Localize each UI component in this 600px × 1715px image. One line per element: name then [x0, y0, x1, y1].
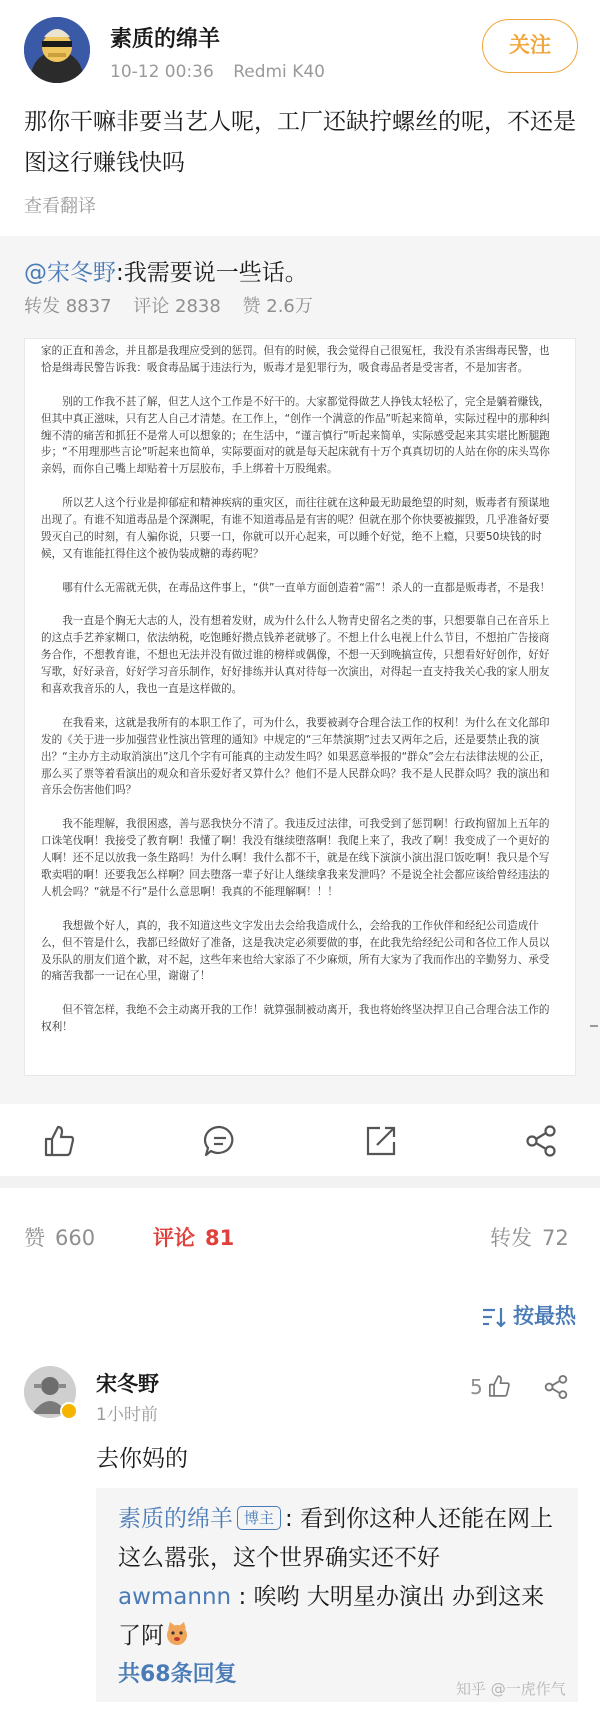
cat-face-emoji-icon: [164, 1621, 190, 1647]
comment-icon[interactable]: [203, 1124, 237, 1158]
comment-item: [0, 1360, 600, 1715]
comment-like-button[interactable]: [470, 1374, 511, 1399]
watermark-text: 知乎 @一虎作气: [456, 1680, 566, 1698]
sort-icon: [481, 1306, 507, 1328]
replies-box[interactable]: [96, 1488, 578, 1702]
reply-author[interactable]: awmannn: [118, 1584, 232, 1610]
reply-author[interactable]: 素质的绵羊: [118, 1506, 233, 1532]
tab-reposts[interactable]: [490, 1222, 569, 1252]
quoted-post-stats: [24, 292, 313, 318]
article-paragraph: 家的正直和善念，并且都是我理应受到的惩罚。但有的时候，我会觉得自己很冤枉，我没有杀害缉毒民警，也恰是缉毒民警告诉我：吸食毒品属于违法行为，贩毒才是犯罪行为，吸食毒品者是受害者，不是加害者。: [41, 345, 550, 374]
counts-tabs: [0, 1188, 600, 1298]
quoted-author-mention[interactable]: @宋冬野: [24, 260, 116, 286]
reply-text: : 唉哟 大明星办演出 办到这来了阿: [118, 1584, 545, 1649]
share-icon[interactable]: [524, 1124, 558, 1158]
verified-badge-icon: [60, 1402, 78, 1420]
reply-item: [118, 1578, 566, 1656]
avatar-image: [24, 17, 90, 83]
article-screenshot[interactable]: [24, 338, 576, 1076]
tab-comments-count: 81: [205, 1226, 235, 1250]
comment-like-icon: [487, 1374, 511, 1398]
comment-text: 去你妈的: [96, 1446, 188, 1472]
author-name[interactable]: 素质的绵羊: [110, 27, 221, 52]
quoted-post-title: [24, 254, 308, 287]
follow-button[interactable]: 关注: [482, 19, 578, 73]
post-device: Redmi K40: [233, 62, 325, 82]
comment-share-icon[interactable]: [543, 1374, 569, 1400]
article-paragraph: 在我看来，这就是我所有的本职工作了，可为什么，我要被剥夺合理合法工作的权利！为什么在文化部印发的《关于进一步加强营业性演出管理的通知》中规定的“三年禁演期”过去又两年之后，还是要禁止我的演出？“主办方主动取消演出”这几个字有可能真的主动发生吗？如果恶意举报的“群众”会左右法律法规的公正，那么买了票等着看演出的观众和音乐爱好者又算什么？他们不是人民群众吗？我不是人民群众吗？我的演出和音乐会伤害他们吗？: [41, 716, 551, 797]
author-avatar[interactable]: [24, 17, 90, 83]
article-paragraph: 但不管怎样，我绝不会主动离开我的工作！就算强制被动离开，我也将始终坚决捍卫自己合理合法工作的权利！: [41, 1004, 550, 1034]
sort-toggle[interactable]: [481, 1300, 576, 1330]
action-bar: [0, 1104, 600, 1176]
article-paragraph: 我不能理解，我很困惑，善与恶我快分不清了。我违反过法律，可我受到了惩罚啊！行政拘留加上五年的口诛笔伐啊！我接受了教育啊！我懂了啊！我没有继续堕落啊！我爬上来了，我改了啊！我变成了一个更好的人啊！还不足以放我一条生路吗！为什么啊！我什么都不干，就是在线下演演小演出混口饭吃啊！我只是个写歌卖唱的啊！还要我怎么样啊？回去堕落一辈子好让人继续拿我来发泄吗？不是说全社会都应该给曾经违法的人机会吗？“就是不行”是什么意思啊！我真的不能理解啊！！！: [41, 818, 550, 898]
author-role-badge: 博主: [237, 1506, 281, 1530]
quoted-post-text: :我需要说一些话。: [116, 260, 308, 286]
article-paragraph: 哪有什么无需就无供，在毒品这件事上，“供”一直单方面创造着“需”！杀人的一直都是贩毒者，不是我！: [62, 581, 551, 594]
reply-text: : 看到你这种人还能在网上这么嚣张，这个世界确实还不好: [118, 1506, 554, 1571]
translate-link[interactable]: 查看翻译: [24, 196, 96, 217]
tab-comments[interactable]: [153, 1222, 234, 1252]
quoted-likes: 赞 2.6万: [242, 296, 313, 317]
quoted-reposts: 转发 8837: [24, 296, 112, 317]
quoted-comments: 评论 2838: [133, 296, 221, 317]
article-paragraph: 所以艺人这个行业是抑郁症和精神疾病的重灾区，而往往就在这种最无助最绝望的时刻，贩毒者有预谋地出现了。有谁不知道毒品是个深渊呢，有谁不知道毒品是有害的呢？但就在那个你快要被摧毁，几乎准备好要毁灭自己的时刻，有人骗你说，只要一口，你就可以开心起来，可以睡个好觉，绝不上瘾，只要50块钱的时候，又有谁能扛得住这个被伪装成糖的毒药呢？: [41, 497, 550, 560]
comment-time: 1小时前: [96, 1405, 158, 1425]
like-icon[interactable]: [42, 1124, 76, 1158]
comment-like-count: 5: [470, 1375, 483, 1399]
scroll-edge-mark: [590, 1025, 598, 1027]
tab-reposts-count: 72: [542, 1226, 569, 1250]
reply-item: [118, 1500, 566, 1578]
tab-likes-label: 赞: [24, 1226, 45, 1250]
article-paragraph: 我想做个好人，真的，我不知道这些文字发出去会给我造成什么，会给我的工作伙伴和经纪公司造成什么，但不管是什么，我都已经做好了准备，这是我决定必须要做的事，在此我先给经纪公司和各位工作人员以及乐队的朋友们道个歉，对不起，这些年来也给大家添了不少麻烦，所有大家为了我而作出的辛勤努力、承受的痛苦我都一一记在心里，谢谢了！: [41, 919, 550, 983]
repost-icon[interactable]: [364, 1124, 398, 1158]
tab-reposts-label: 转发: [490, 1226, 532, 1250]
quoted-post[interactable]: [0, 236, 600, 1104]
post-time: 10-12 00:36: [110, 62, 214, 82]
tab-likes[interactable]: [24, 1222, 95, 1252]
post-meta: [110, 62, 325, 82]
tab-likes-count: 660: [55, 1226, 96, 1250]
post-header: [0, 0, 600, 96]
post-text: 那你干嘛非要当艺人呢，工厂还缺拧螺丝的呢，不还是图这行赚钱快吗: [24, 109, 576, 176]
sort-label: 按最热: [513, 1304, 576, 1328]
section-divider: [0, 1176, 600, 1188]
tab-comments-label: 评论: [153, 1226, 195, 1250]
commenter-name[interactable]: 宋冬野: [96, 1372, 159, 1396]
article-paragraph: 我一直是个胸无大志的人，没有想着发财，成为什么什么人物青史留名之类的事，只想要靠自己在音乐上的这点手艺养家糊口，依法纳税，吃饱睡好攒点钱养老就够了。不想上什么电视上什么节目，不想拍广告接商务合作，不想教育谁，不想也无法并没有做过谁的榜样或偶像，不想一天到晚搞宣传，只想看好好创作，好好写歌，好好录音，好好学习音乐制作，好好排练并认真对待每一次演出，对得起一直支持我关心我的家人朋友和喜欢我音乐的人，我也一直是这样做的。: [41, 615, 550, 696]
view-all-replies-link[interactable]: 共68条回复: [118, 1662, 237, 1687]
article-paragraph: 别的工作我不甚了解，但艺人这个工作是不好干的。大家都觉得做艺人挣钱太轻松了，完全是躺着赚钱，但其中真正滋味，只有艺人自己才清楚。在工作上，“创作一个满意的作品”听起来简单，实际过程中的那种纠缠不清的痛苦和抓狂不是常人可以想象的；在生活中，“谨言慎行”听起来简单，实际感受起来其实堪比断腿跑步；“不用理那些言论”听起来也简单，实际要面对的就是每天起床就有十万个真真切切的人站在你的床头骂你亲妈，而你自己嘴上却贴着十万层胶布，手上绑着十万股绳索。: [41, 395, 550, 476]
